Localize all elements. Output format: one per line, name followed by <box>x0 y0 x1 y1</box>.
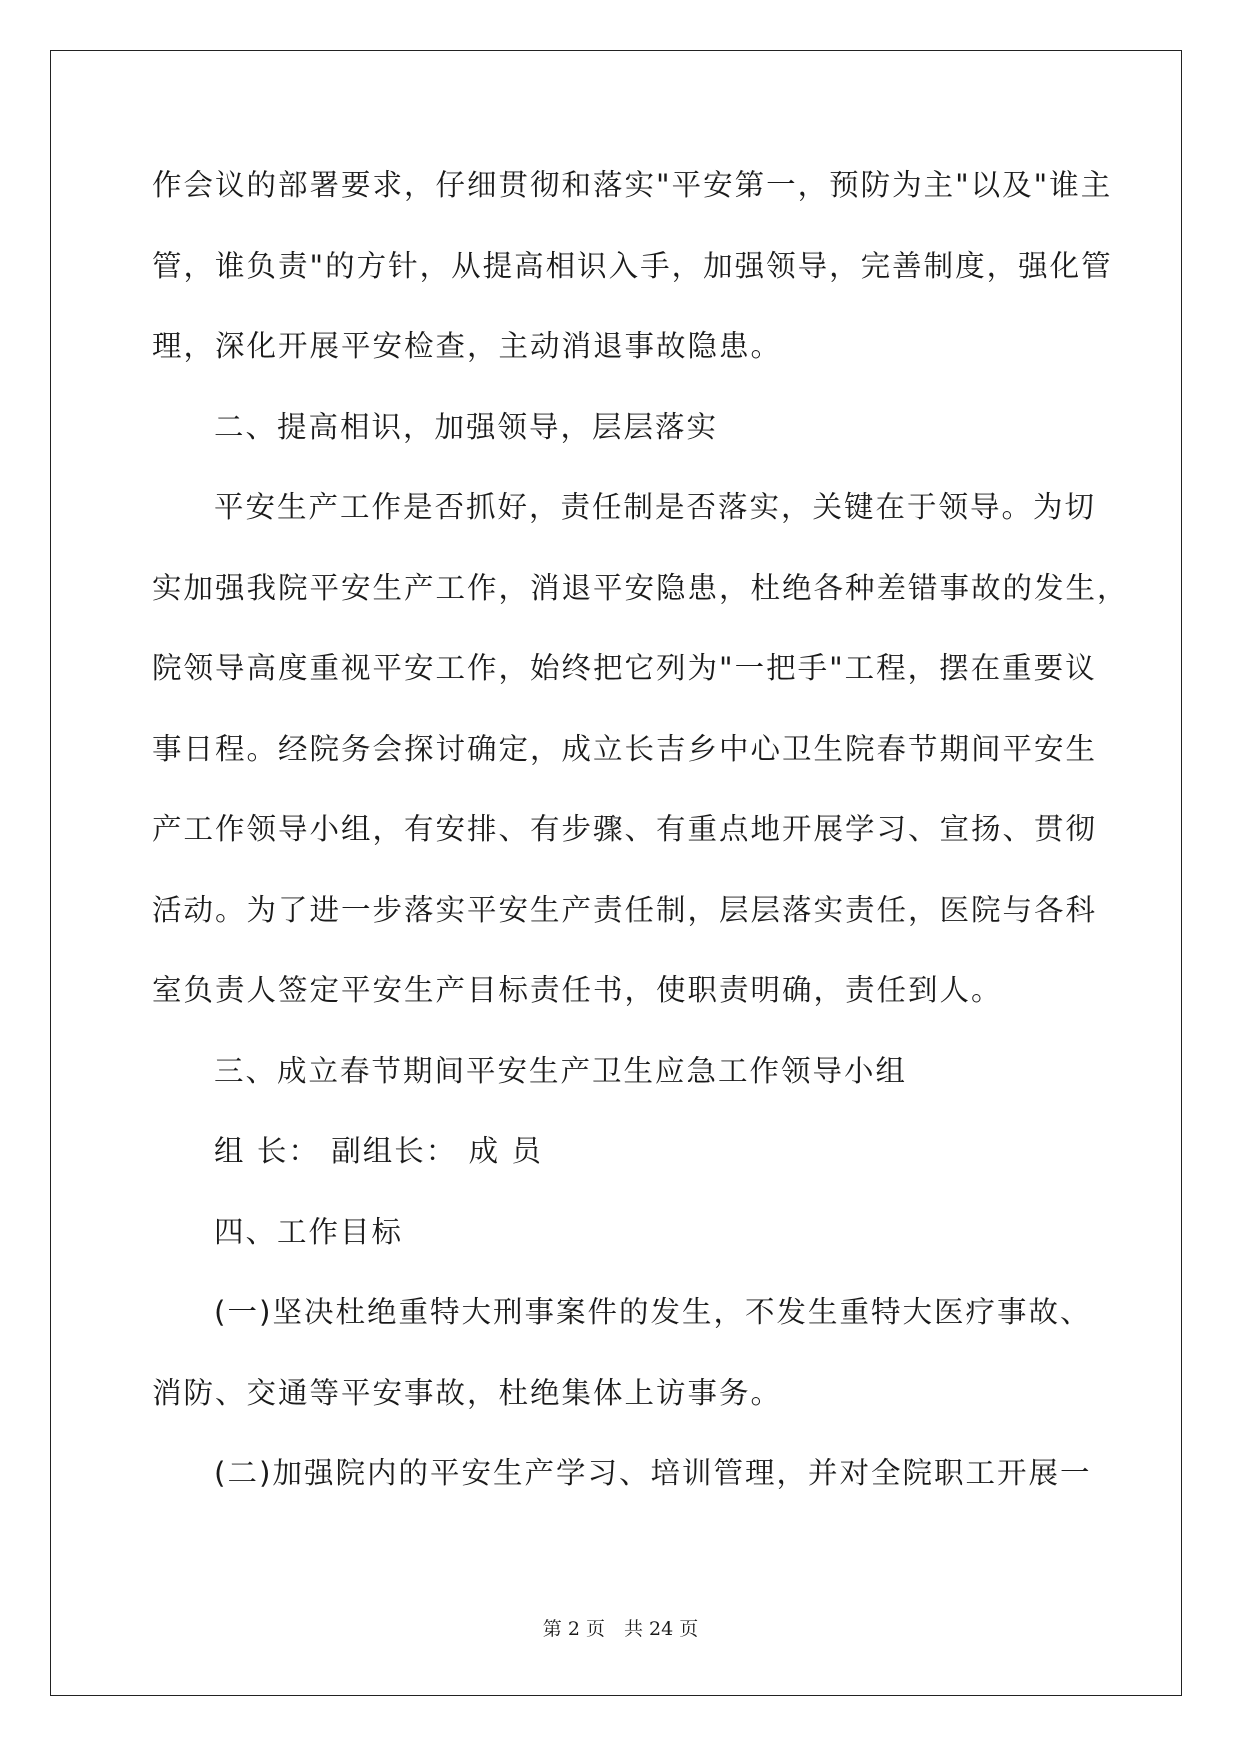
text-line: 产工作领导小组，有安排、有步骤、有重点地开展学习、宣扬、贯彻 <box>152 812 1098 846</box>
text-line: (二)加强院内的平安生产学习、培训管理，并对全院职工开展一 <box>214 1456 1092 1490</box>
text-line: 事日程。经院务会探讨确定，成立长吉乡中心卫生院春节期间平安生 <box>152 731 1098 766</box>
text-line: 室负责人签定平安生产目标责任书，使职责明确，责任到人。 <box>152 973 1003 1007</box>
text-line: 院领导高度重视平安工作，始终把它列为"一把手"工程，摆在重要议 <box>152 651 1097 685</box>
document-body <box>152 160 1129 1529</box>
text-line: 理，深化开展平安检查，主动消退事故隐患。 <box>152 329 783 363</box>
text-line: 消防、交通等平安事故，杜绝集体上访事务。 <box>152 1375 783 1410</box>
text-line: 活动。为了进一步落实平安生产责任制，层层落实责任，医院与各科 <box>152 892 1098 927</box>
section-heading: 三、成立春节期间平安生产卫生应急工作领导小组 <box>214 1053 908 1088</box>
text-line: (一)坚决杜绝重特大刑事案件的发生，不发生重特大医疗事故、 <box>214 1295 1092 1329</box>
section-heading: 四、工作目标 <box>214 1214 404 1249</box>
text-line: 管，谁负责"的方针，从提高相识入手，加强领导，完善制度，强化管 <box>152 248 1113 283</box>
text-line: 作会议的部署要求，仔细贯彻和落实"平安第一，预防为主"以及"谁主 <box>152 168 1113 202</box>
text-line: 实加强我院平安生产工作，消退平安隐患，杜绝各种差错事故的发生， <box>152 570 1129 605</box>
section-heading: 二、提高相识，加强领导，层层落实 <box>214 409 719 444</box>
text-line: 组 长： 副组长： 成 员 <box>214 1134 544 1168</box>
text-line: 平安生产工作是否抓好，责任制是否落实，关键在于领导。为切 <box>214 490 1097 524</box>
page-number-footer: 第 2 页 共 24 页 <box>542 1618 699 1640</box>
